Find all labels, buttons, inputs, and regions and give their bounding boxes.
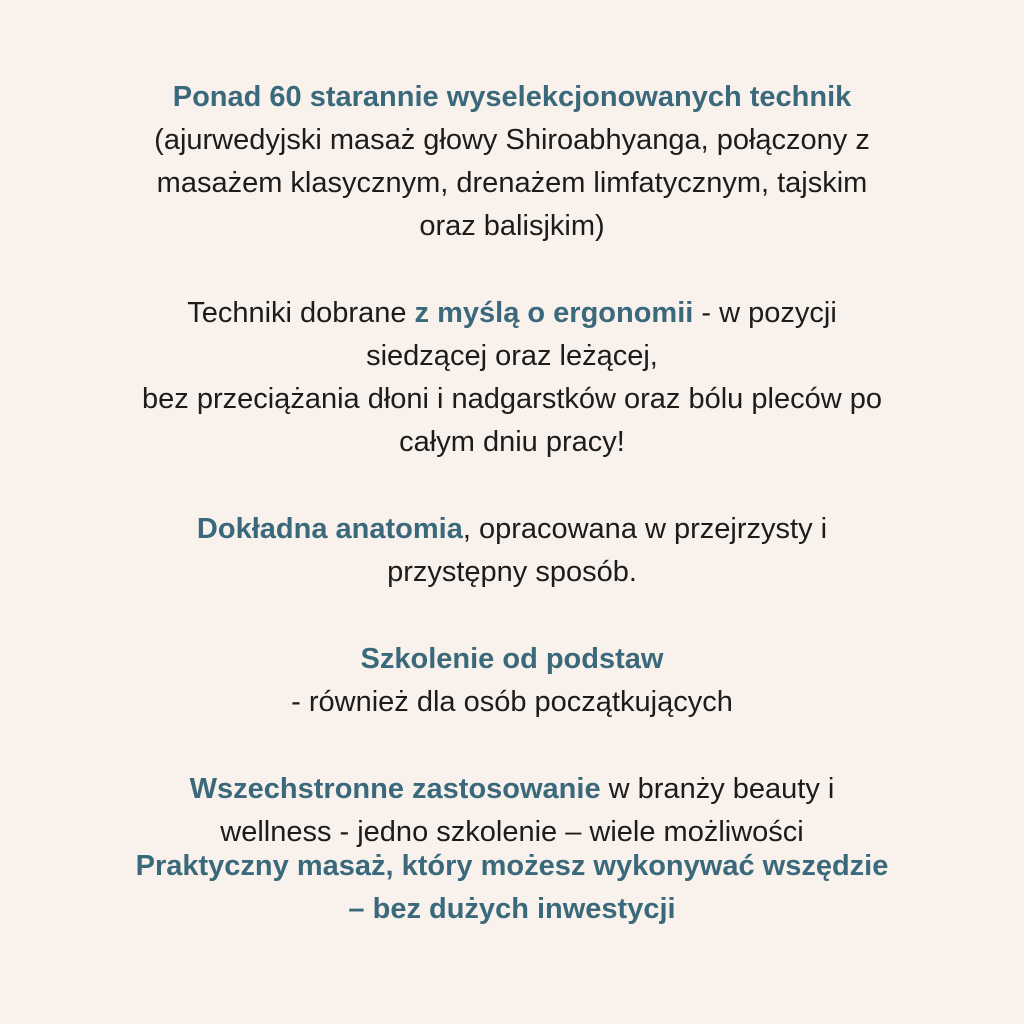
feature-practical-heading: Praktyczny masaż, który możesz wykonywać wszędzie: [135, 850, 889, 882]
feature-ergonomics-highlight: z myślą o ergonomii: [414, 297, 694, 329]
text-segment: - również dla osób początkujących: [291, 686, 733, 718]
text-segment: w branży beauty i: [600, 773, 835, 805]
text-segment: - w pozycji: [693, 297, 837, 329]
text-segment: siedzącej oraz leżącej,: [366, 340, 658, 372]
feature-item-beginners: [42, 638, 982, 724]
text-segment: całym dniu pracy!: [399, 426, 625, 458]
feature-practical-heading-line2: – bez dużych inwestycji: [348, 893, 676, 925]
text-segment: , opracowana w przejrzysty i: [462, 513, 828, 545]
text-segment: bez przeciążania dłoni i nadgarstków oraz bólu pleców po: [142, 383, 882, 415]
text-segment: Techniki dobrane: [187, 297, 415, 329]
text-segment: (ajurwedyjski masaż głowy Shiroabhyanga, połączony z: [154, 124, 870, 156]
feature-beginners-heading: Szkolenie od podstaw: [360, 643, 664, 675]
text-segment: przystępny sposób.: [387, 556, 637, 588]
feature-anatomy-highlight: Dokładna anatomia: [196, 513, 463, 545]
text-segment: oraz balisjkim): [419, 210, 605, 242]
feature-item-ergonomics: [42, 292, 982, 464]
feature-techniques-heading: Ponad 60 starannie wyselekcjonowanych technik: [172, 81, 852, 113]
feature-item-anatomy: [42, 508, 982, 594]
feature-item-versatility: [42, 768, 982, 854]
text-segment: masażem klasycznym, drenażem limfatycznym, tajskim: [156, 167, 868, 199]
text-segment: wellness - jedno szkolenie – wiele możliwości: [220, 816, 804, 848]
feature-item-techniques: [42, 76, 982, 248]
feature-item-practical: [42, 845, 982, 931]
feature-list: [42, 0, 982, 931]
feature-versatility-highlight: Wszechstronne zastosowanie: [189, 773, 601, 805]
